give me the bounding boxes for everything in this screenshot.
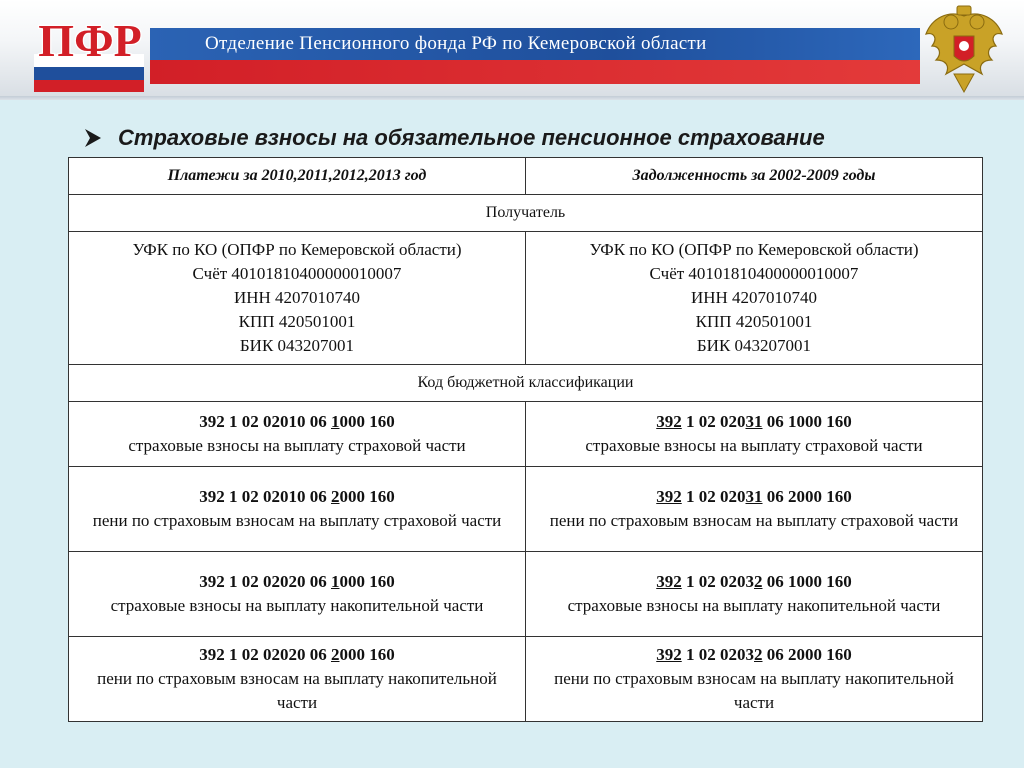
kbk-code: 392 1 02 02032 06 2000 160 (656, 645, 852, 664)
banner-divider (0, 96, 1024, 100)
recipient-name: УФК по КО (ОПФР по Кемеровской области) (589, 240, 919, 259)
kbk-code: 392 1 02 02031 06 2000 160 (656, 487, 852, 506)
kbk-cell-right (526, 637, 983, 722)
payment-details-table (68, 157, 983, 722)
recipient-label-row (69, 195, 983, 232)
kbk-label-row (69, 365, 983, 402)
arrow-bullet-icon (82, 127, 104, 149)
header-banner (0, 0, 1024, 100)
recipient-row (69, 232, 983, 365)
page-heading (82, 120, 825, 156)
recipient-account: Счёт 40101810400000010007 (649, 264, 859, 283)
recipient-inn: ИНН 4207010740 (690, 288, 818, 307)
kbk-description: страховые взносы на выплату страховой части (585, 436, 923, 455)
recipient-inn: ИНН 4207010740 (233, 288, 361, 307)
recipient-details-left (69, 232, 526, 365)
kbk-cell-right (526, 467, 983, 552)
heading-text: Страховые взносы на обязательное пенсионное страхование (118, 125, 825, 150)
recipient-bik: БИК 043207001 (239, 336, 355, 355)
kbk-cell-right (526, 402, 983, 467)
kbk-code: 392 1 02 02031 06 1000 160 (656, 412, 852, 431)
kbk-description: пени по страховым взносам на выплату страховой части (549, 511, 959, 530)
kbk-cell-right (526, 552, 983, 637)
svg-text:ПФР: ПФР (38, 15, 142, 66)
recipient-bik: БИК 043207001 (696, 336, 812, 355)
column-header-payments: Платежи за 2010,2011,2012,2013 год (69, 158, 526, 195)
russian-coat-of-arms-icon (918, 4, 1010, 94)
recipient-kpp: КПП 420501001 (695, 312, 813, 331)
table-header-row (69, 158, 983, 195)
kbk-description: пени по страховым взносам на выплату страховой части (92, 511, 502, 530)
kbk-description: страховые взносы на выплату накопительной части (567, 596, 941, 615)
kbk-cell-left (69, 637, 526, 722)
recipient-name: УФК по КО (ОПФР по Кемеровской области) (132, 240, 462, 259)
table-row (69, 637, 983, 722)
kbk-code: 392 1 02 02010 06 2000 160 (199, 487, 395, 506)
kbk-cell-left (69, 402, 526, 467)
pfr-logo (32, 6, 152, 94)
banner-title: Отделение Пенсионного фонда РФ по Кемеровской области (205, 33, 707, 54)
table-row (69, 402, 983, 467)
column-header-debt: Задолженность за 2002-2009 годы (526, 158, 983, 195)
banner-red-stripe (150, 60, 920, 84)
kbk-cell-left (69, 552, 526, 637)
kbk-code: 392 1 02 02032 06 1000 160 (656, 572, 852, 591)
recipient-details-right (526, 232, 983, 365)
table-row (69, 467, 983, 552)
kbk-description: пени по страховым взносам на выплату накопительной части (97, 669, 497, 712)
table-row (69, 552, 983, 637)
recipient-label: Получатель (69, 195, 983, 232)
kbk-cell-left (69, 467, 526, 552)
kbk-description: пени по страховым взносам на выплату накопительной части (554, 669, 954, 712)
kbk-label: Код бюджетной классификации (69, 365, 983, 402)
kbk-description: страховые взносы на выплату страховой части (128, 436, 466, 455)
kbk-code: 392 1 02 02020 06 1000 160 (199, 572, 395, 591)
kbk-code: 392 1 02 02020 06 2000 160 (199, 645, 395, 664)
kbk-code: 392 1 02 02010 06 1000 160 (199, 412, 395, 431)
kbk-description: страховые взносы на выплату накопительной части (110, 596, 484, 615)
recipient-account: Счёт 40101810400000010007 (192, 264, 402, 283)
recipient-kpp: КПП 420501001 (238, 312, 356, 331)
